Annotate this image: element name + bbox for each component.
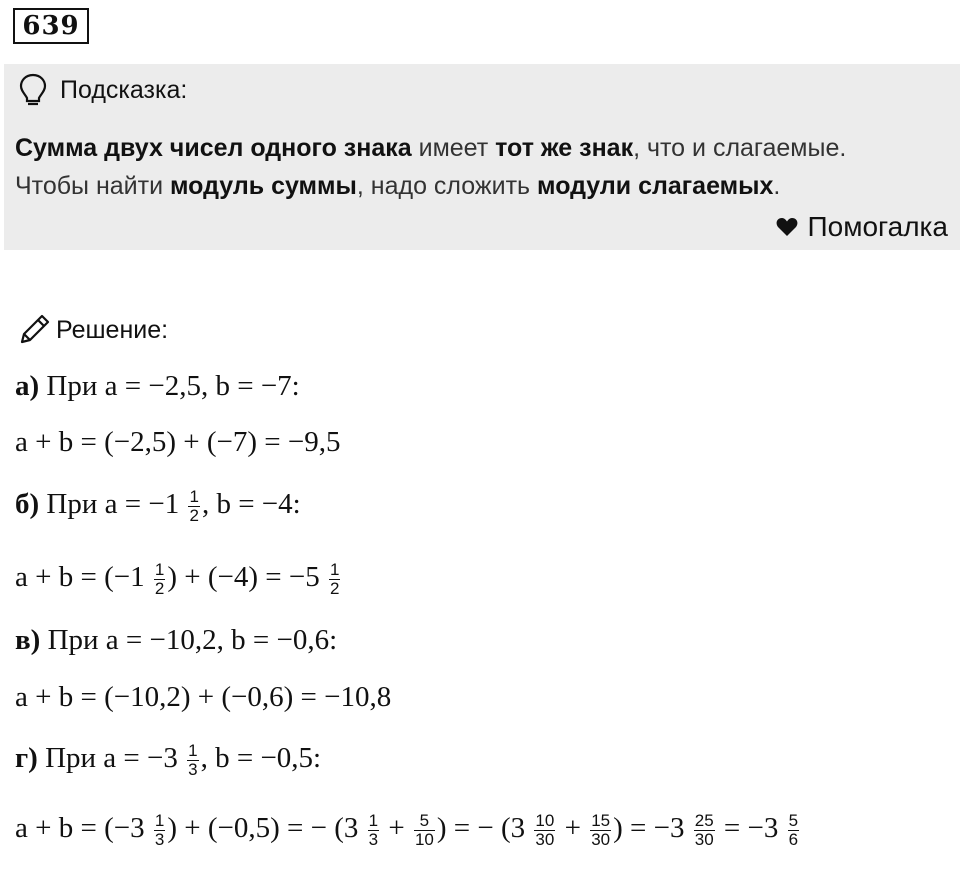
part-c-calculation: a + b = (−10,2) + (−0,6) = −10,8 xyxy=(15,681,392,713)
hint-title: Подсказка: xyxy=(60,75,188,104)
numerator: 1 xyxy=(154,560,165,579)
part-label: а) xyxy=(15,370,40,402)
fraction xyxy=(694,812,715,849)
hint-text: , что и слагаемые. xyxy=(633,134,847,162)
calc-text: ) = − (3 xyxy=(436,812,533,844)
hint-bold-text: тот же знак xyxy=(495,134,634,162)
brand-name: Помогалка xyxy=(807,211,948,242)
numerator: 1 xyxy=(368,811,379,830)
part-a-condition xyxy=(15,370,300,403)
fraction xyxy=(187,742,198,779)
fraction xyxy=(534,812,555,849)
fraction xyxy=(590,812,611,849)
part-b-calculation xyxy=(15,561,342,598)
numerator: 5 xyxy=(788,811,799,830)
denominator: 30 xyxy=(694,829,714,849)
fraction xyxy=(329,561,340,598)
denominator: 3 xyxy=(368,829,379,849)
calc-text: + xyxy=(557,812,589,844)
condition-text: При a = −1 xyxy=(39,488,187,520)
calc-text: a + b = (−1 xyxy=(15,561,152,593)
denominator: 30 xyxy=(535,829,555,849)
calc-text: a + b = (−3 xyxy=(15,812,152,844)
pencil-icon xyxy=(16,312,52,348)
condition-text: , b = −4: xyxy=(201,488,301,520)
denominator: 3 xyxy=(154,829,165,849)
calc-text: ) + (−0,5) = − (3 xyxy=(167,812,366,844)
lightbulb-icon xyxy=(18,73,48,107)
fraction xyxy=(154,812,165,849)
hint-text: имеет xyxy=(411,134,496,162)
numerator: 10 xyxy=(535,811,555,830)
part-d-condition xyxy=(15,742,321,779)
part-label: в) xyxy=(15,624,41,656)
part-b-condition xyxy=(15,488,301,525)
calc-text: ) = −3 xyxy=(613,812,692,844)
part-a-calculation: a + b = (−2,5) + (−7) = −9,5 xyxy=(15,426,341,458)
part-label: б) xyxy=(15,488,40,520)
hint-bold-text: модули слагаемых xyxy=(537,172,774,200)
hint-line-2 xyxy=(15,172,780,201)
hint-header xyxy=(18,72,187,108)
task-number: 639 xyxy=(13,8,89,44)
denominator: 6 xyxy=(788,829,799,849)
hint-text: . xyxy=(773,172,781,200)
solution-header xyxy=(16,312,168,348)
condition-text: , b = −0,5: xyxy=(200,742,322,774)
hint-bold-text: Сумма двух чисел одного знака xyxy=(15,134,412,162)
denominator: 2 xyxy=(189,505,199,525)
calc-text: = −3 xyxy=(716,812,786,844)
numerator: 1 xyxy=(329,560,340,579)
hint-text: , надо сложить xyxy=(356,172,538,200)
denominator: 2 xyxy=(154,578,165,598)
condition-text: При a = −10,2, b = −0,6: xyxy=(40,624,338,656)
denominator: 30 xyxy=(591,829,611,849)
numerator: 15 xyxy=(591,811,611,830)
denominator: 10 xyxy=(414,829,434,849)
numerator: 1 xyxy=(154,811,165,830)
fraction xyxy=(414,812,435,849)
numerator: 1 xyxy=(188,741,198,760)
solution-title: Решение: xyxy=(56,315,169,344)
hint-bold-text: модуль суммы xyxy=(170,172,357,200)
part-label: г) xyxy=(15,742,38,774)
denominator: 2 xyxy=(329,578,340,598)
numerator: 25 xyxy=(694,811,714,830)
hint-panel xyxy=(4,64,960,250)
brand-link[interactable] xyxy=(776,211,948,243)
condition-text: При a = −3 xyxy=(37,742,186,774)
fraction xyxy=(368,812,379,849)
heart-icon xyxy=(776,217,798,237)
numerator: 1 xyxy=(189,487,199,506)
fraction xyxy=(788,812,799,849)
fraction xyxy=(188,488,199,525)
calc-text: ) + (−4) = −5 xyxy=(167,561,327,593)
numerator: 5 xyxy=(414,812,435,831)
part-c-condition xyxy=(15,624,337,657)
fraction xyxy=(154,561,165,598)
hint-text: Чтобы найти xyxy=(15,172,171,200)
calc-text: + xyxy=(381,812,412,844)
part-d-calculation xyxy=(15,812,801,849)
denominator: 3 xyxy=(188,759,198,779)
hint-line-1 xyxy=(15,134,846,163)
condition-text: При a = −2,5, b = −7: xyxy=(39,370,300,402)
